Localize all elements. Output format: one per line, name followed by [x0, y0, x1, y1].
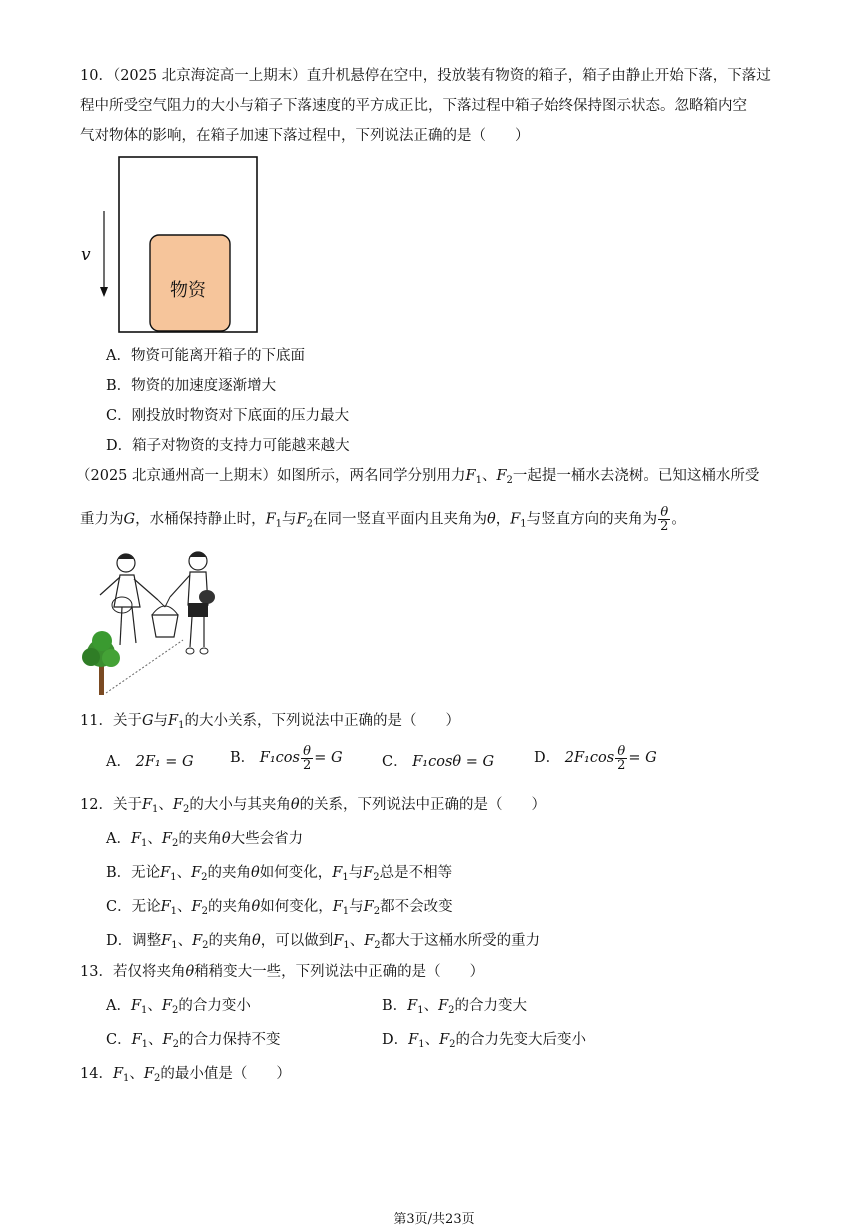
q11-option-a[interactable]: A． 2F₁ = G [106, 754, 194, 770]
crate-diagram [76, 155, 266, 340]
students-bucket-illustration [78, 545, 228, 700]
q12-option-a[interactable]: A．$F_1$、$F_2$的夹角θ大些会省力 [106, 831, 304, 849]
q12-option-c[interactable]: C．无论$F_1$、$F_2$的夹角θ如何变化，$F_1$与$F_2$都不会改变 [106, 899, 453, 917]
q13-option-a[interactable]: A．$F_1$、$F_2$的合力变小 [106, 998, 251, 1016]
q10-option-c[interactable]: C．刚投放时物资对下底面的压力最大 [106, 408, 350, 424]
q10-option-d[interactable]: D．箱子对物资的支持力可能越来越大 [106, 438, 350, 454]
q13-option-b[interactable]: B．$F_1$、$F_2$的合力变大 [382, 998, 528, 1016]
q12-stem: 12．关于$F_1$、$F_2$的大小与其夹角θ的关系，下列说法中正确的是（ ） [80, 797, 547, 815]
page-footer: 第3页/共23页 [393, 1212, 475, 1227]
q10-stem-line-1: 10．（2025 北京海淀高一上期末）直升机悬停在空中，投放装有物资的箱子，箱子由静止开始下落，下落过 [80, 68, 771, 84]
group-stem-line-2: 重力为G，水桶保持静止时，$F_1$与$F_2$在同一竖直平面内且夹角为θ，$F_1$与竖直方向的夹角为 $\frac{\theta}{2}$ 。 [80, 505, 686, 534]
q12-option-d[interactable]: D．调整$F_1$、$F_2$的夹角θ，可以做到$F_1$、$F_2$都大于这桶水所受的重力 [106, 933, 541, 951]
q13-option-d[interactable]: D．$F_1$、$F_2$的合力先变大后变小 [382, 1032, 587, 1050]
q12-option-b[interactable]: B．无论$F_1$、$F_2$的夹角θ如何变化，$F_1$与$F_2$总是不相等 [106, 865, 453, 883]
velocity-label: v [81, 245, 91, 265]
q14-stem: 14．$F_1$、$F_2$的最小值是（ ） [80, 1066, 291, 1084]
theta-over-2: $\frac{\theta}{2}$ [660, 505, 669, 534]
supply-box-label: 物资 [170, 280, 206, 301]
q11-option-b[interactable]: B． F₁cos $\frac{\theta}{2}$ = G [230, 743, 343, 773]
q13-stem: 13．若仅将夹角θ稍稍变大一些，下列说法中正确的是（ ） [80, 964, 485, 980]
q11-stem: 11．关于G与$F_1$的大小关系，下列说法中正确的是（ ） [80, 713, 460, 731]
q10-figure [76, 155, 266, 340]
velocity-arrow-head [100, 287, 108, 297]
q11-option-d[interactable]: D． 2F₁cos $\frac{\theta}{2}$ = G [534, 743, 657, 773]
q11-option-c[interactable]: C． F₁cosθ = G [382, 754, 495, 770]
group-stem-line-1: （2025 北京通州高一上期末）如图所示，两名同学分别用力$F_1$、$F_2$一起提一桶水去浇树。已知这桶水所受 [76, 468, 760, 486]
q10-option-b[interactable]: B．物资的加速度逐渐增大 [106, 378, 277, 394]
q10-option-a[interactable]: A．物资可能离开箱子的下底面 [106, 348, 305, 364]
q10-stem-line-3: 气对物体的影响，在箱子加速下落过程中，下列说法正确的是（ ） [80, 128, 530, 144]
q10-stem-line-2: 程中所受空气阻力的大小与箱子下落速度的平方成正比，下落过程中箱子始终保持图示状态。忽略箱内空 [80, 98, 747, 114]
q13-option-c[interactable]: C．$F_1$、$F_2$的合力保持不变 [106, 1032, 281, 1050]
